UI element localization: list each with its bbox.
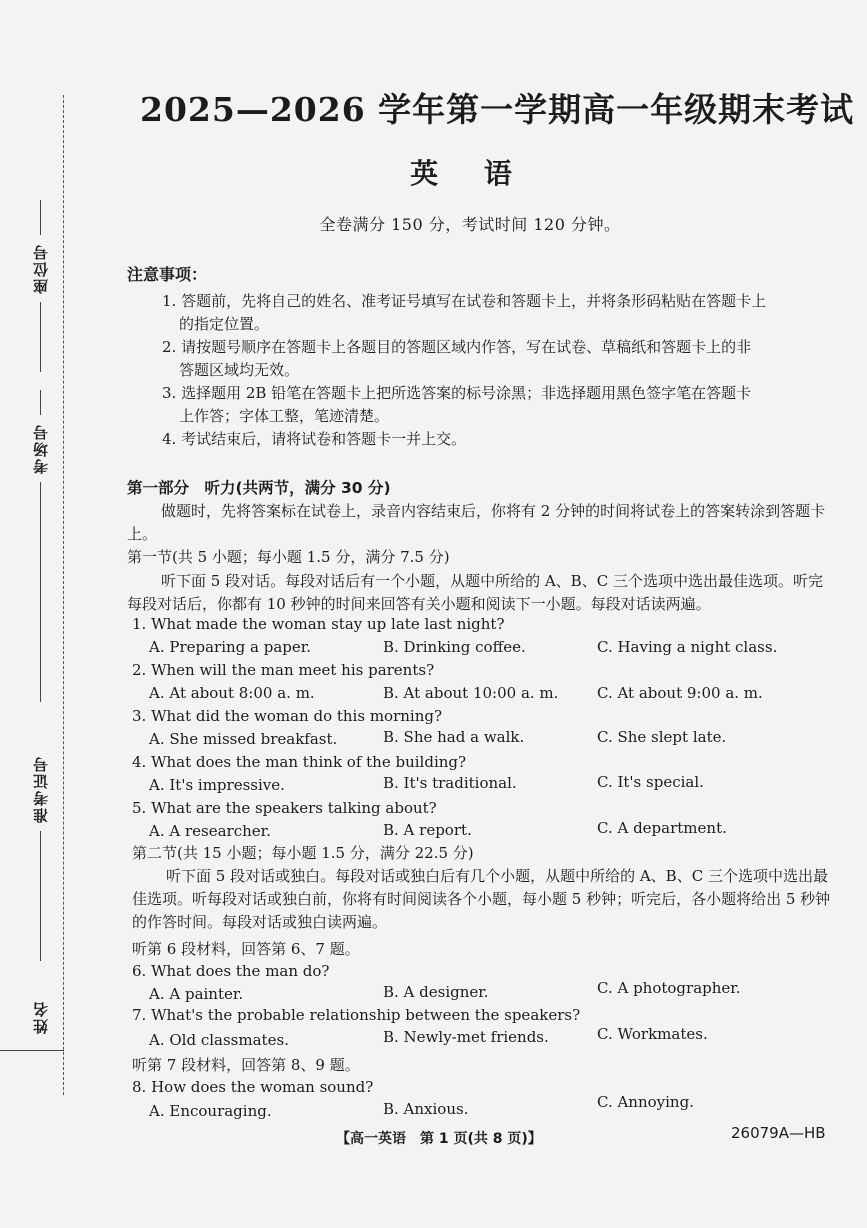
question-7: 7. What's the probable relationship between the speakers? <box>132 1006 581 1024</box>
exam-room-field[interactable] <box>28 390 52 702</box>
q3-option-b[interactable]: B. She had a walk. <box>383 728 525 746</box>
q4-option-c[interactable]: C. It's special. <box>597 773 704 791</box>
q1-option-a[interactable]: A. Preparing a paper. <box>149 638 312 656</box>
q5-option-c[interactable]: C. A department. <box>597 819 727 837</box>
notice-item <box>162 290 827 336</box>
section1-heading: 第一节(共 5 小题；每小题 1.5 分，满分 7.5 分) <box>127 548 450 566</box>
section1-instructions: 听下面 5 段对话。每段对话后有一个小题，从题中所给的 A、B、C 三个选项中选出最佳选项。听完每段对话后，你都有 10 秒钟的时间来回答有关小题和阅读下一小题。每段对话读两遍。 <box>127 572 823 613</box>
q5-option-b[interactable]: B. A report. <box>383 821 472 839</box>
question-1: 1. What made the woman stay up late last night? <box>132 615 505 633</box>
q3-option-c[interactable]: C. She slept late. <box>597 728 727 746</box>
exam-title: 2025—2026 学年第一学期高一年级期末考试 <box>140 90 855 129</box>
part1-intro: 做题时，先将答案标在试卷上，录音内容结束后，你将有 2 分钟的时间将试卷上的答案转涂到答题卡上。 <box>127 502 826 543</box>
ticket-number-label: 准考证号 <box>31 755 50 823</box>
question-3: 3. What did the woman do this morning? <box>132 707 443 725</box>
q6-option-a[interactable]: A. A painter. <box>149 985 244 1003</box>
q6-option-c[interactable]: C. A photographer. <box>597 979 741 997</box>
question-5: 5. What are the speakers talking about? <box>132 799 437 817</box>
notice-text-cont: 上作答；字体工整，笔迹清楚。 <box>179 407 390 425</box>
q1-option-b[interactable]: B. Drinking coffee. <box>383 638 526 656</box>
notice-item <box>162 336 827 382</box>
binding-bottom-line <box>0 1050 64 1051</box>
question-2: 2. When will the man meet his parents? <box>132 661 435 679</box>
question-8: 8. How does the woman sound? <box>132 1078 374 1096</box>
name-field[interactable] <box>28 1000 52 1034</box>
q5-option-a[interactable]: A. A researcher. <box>149 822 271 840</box>
q2-option-a[interactable]: A. At about 8:00 a. m. <box>149 684 315 702</box>
seat-number-label: 座位号 <box>31 243 50 294</box>
notice-text: 2. 请按题号顺序在答题卡上各题目的答题区域内作答，写在试卷、草稿纸和答题卡上的非 <box>162 338 752 356</box>
ticket-number-blank[interactable] <box>40 831 41 961</box>
notice-item <box>162 382 827 428</box>
notice-text-cont: 答题区域均无效。 <box>179 361 300 379</box>
material-6-note: 听第 6 段材料，回答第 6、7 题。 <box>132 940 360 958</box>
q2-option-c[interactable]: C. At about 9:00 a. m. <box>597 684 763 702</box>
q2-option-b[interactable]: B. At about 10:00 a. m. <box>383 684 559 702</box>
material-7-note: 听第 7 段材料，回答第 8、9 题。 <box>132 1056 360 1074</box>
notice-text: 4. 考试结束后，请将试卷和答题卡一并上交。 <box>162 430 467 448</box>
question-6: 6. What does the man do? <box>132 962 330 980</box>
notice-heading: 注意事项： <box>127 265 208 284</box>
subject-title: 英 语 <box>410 157 530 190</box>
notice-item <box>162 428 827 451</box>
section2-instructions: 听下面 5 段对话或独白。每段对话或独白后有几个小题，从题中所给的 A、B、C 三个选项中选出最佳选项。听每段对话或独白前，你将有时间阅读各个小题，每小题 5 秒钟；听完后，各小题将给出 5 秒钟的作答时间。每段对话或独白读两遍。 <box>132 867 831 931</box>
q7-option-c[interactable]: C. Workmates. <box>597 1025 708 1043</box>
exam-room-blank-lower[interactable] <box>40 482 41 702</box>
q1-option-c[interactable]: C. Having a night class. <box>597 638 778 656</box>
score-info: 全卷满分 150 分，考试时间 120 分钟。 <box>319 215 621 234</box>
notice-text: 3. 选择题用 2B 铅笔在答题卡上把所选答案的标号涂黑；非选择题用黑色签字笔在答题卡 <box>162 384 752 402</box>
q7-option-b[interactable]: B. Newly-met friends. <box>383 1028 549 1046</box>
q8-option-b[interactable]: B. Anxious. <box>383 1100 469 1118</box>
q4-option-b[interactable]: B. It's traditional. <box>383 774 517 792</box>
page-footer: 【高一英语 第 1 页(共 8 页)】 <box>336 1131 542 1147</box>
q3-option-a[interactable]: A. She missed breakfast. <box>149 730 338 748</box>
q8-option-a[interactable]: A. Encouraging. <box>149 1102 272 1120</box>
q8-option-c[interactable]: C. Annoying. <box>597 1093 694 1111</box>
notice-text-cont: 的指定位置。 <box>179 315 270 333</box>
part1-heading: 第一部分 听力(共两节，满分 30 分) <box>127 479 391 497</box>
notice-text: 1. 答题前，先将自己的姓名、准考证号填写在试卷和答题卡上，并将条形码粘贴在答题卡上 <box>162 292 767 310</box>
binding-fold-line <box>63 95 64 1095</box>
paper-code: 26079A—HB <box>731 1124 826 1142</box>
notice-list <box>162 290 827 451</box>
ticket-number-field[interactable] <box>28 755 52 961</box>
name-label: 姓名 <box>31 1000 50 1034</box>
section2-heading: 第二节(共 15 小题；每小题 1.5 分，满分 22.5 分) <box>132 844 474 862</box>
exam-room-blank[interactable] <box>40 390 41 415</box>
q6-option-b[interactable]: B. A designer. <box>383 983 489 1001</box>
exam-room-label: 考场号 <box>31 423 50 474</box>
seat-number-blank-lower[interactable] <box>40 302 41 372</box>
q4-option-a[interactable]: A. It's impressive. <box>149 776 285 794</box>
question-4: 4. What does the man think of the building? <box>132 753 467 771</box>
q7-option-a[interactable]: A. Old classmates. <box>149 1031 289 1049</box>
